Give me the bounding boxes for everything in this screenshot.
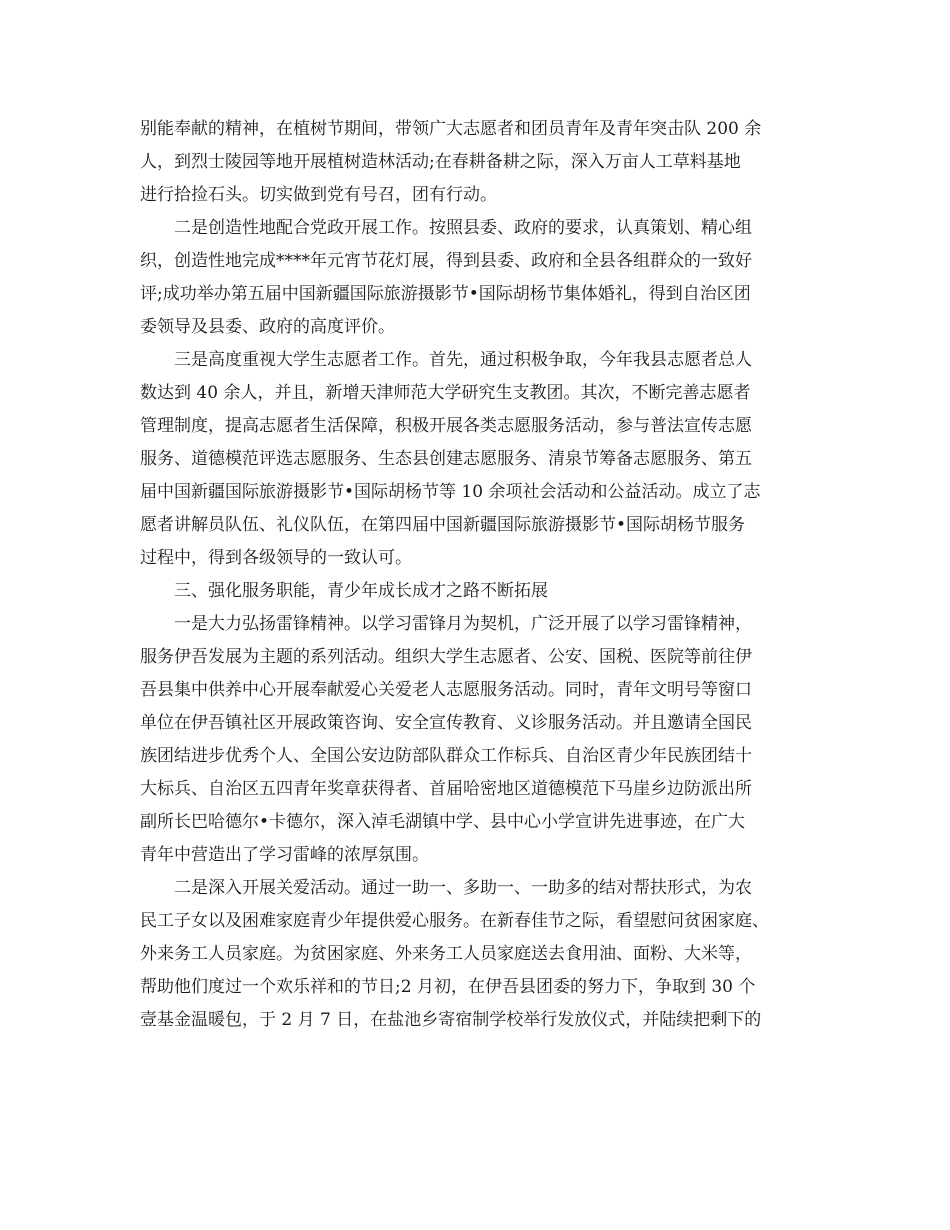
text-line: 大标兵、自治区五四青年奖章获得者、首届哈密地区道德模范下马崖乡边防派出所 [140,779,752,799]
text-line: 副所长巴哈德尔•卡德尔，深入淖毛湖镇中学、县中心小学宣讲先进事迹，在广大 [140,812,746,832]
text-line: 青年中营造出了学习雷峰的浓厚氛围。 [140,845,429,865]
text-line: 单位在伊吾镇社区开展政策咨询、安全宣传教育、义诊服务活动。并且邀请全国民 [140,713,752,733]
text-line: 壹基金温暖包，于 2 月 7 日，在盐池乡寄宿制学校举行发放仪式，并陆续把剩下的 [140,1010,762,1030]
text-line: 民工子女以及困难家庭青少年提供爱心服务。在新春佳节之际，看望慰问贫困家庭、 [140,911,769,931]
text-line: 服务、道德模范评选志愿服务、生态县创建志愿服务、清泉节筹备志愿服务、第五 [140,449,752,469]
text-line: 数达到 40 余人，并且，新增天津师范大学研究生支教团。其次，不断完善志愿者 [140,383,751,403]
document-body [140,113,820,1037]
text-line: 帮助他们度过一个欢乐祥和的节日;2 月初，在伊吾县团委的努力下，争取到 30 个 [140,977,756,997]
text-line: 外来务工人员家庭。为贫困家庭、外来务工人员家庭送去食用油、面粉、大米等， [140,944,752,964]
text-line: 二是创造性地配合党政开展工作。按照县委、政府的要求，认真策划、精心组 [174,218,752,238]
text-line: 二是深入开展关爱活动。通过一助一、多助一、一助多的结对帮扶形式，为农 [174,878,752,898]
text-line: 族团结进步优秀个人、全国公安边防部队群众工作标兵、自治区青少年民族团结十 [140,746,752,766]
text-line: 管理制度，提高志愿者生活保障，积极开展各类志愿服务活动，参与普法宣传志愿 [140,416,752,436]
text-line: 一是大力弘扬雷锋精神。以学习雷锋月为契机，广泛开展了以学习雷锋精神， [174,614,752,634]
text-line: 服务伊吾发展为主题的系列活动。组织大学生志愿者、公安、国税、医院等前往伊 [140,647,752,667]
text-line: 三、强化服务职能，青少年成长成才之路不断拓展 [174,581,548,601]
text-line: 吾县集中供养中心开展奉献爱心关爱老人志愿服务活动。同时，青年文明号等窗口 [140,680,752,700]
text-line: 委领导及县委、政府的高度评价。 [140,317,395,337]
text-line: 织，创造性地完成****年元宵节花灯展，得到县委、政府和全县各组群众的一致好 [140,251,752,271]
text-line: 届中国新疆国际旅游摄影节•国际胡杨节等 10 余项社会活动和公益活动。成立了志 [140,482,761,502]
text-line: 愿者讲解员队伍、礼仪队伍，在第四届中国新疆国际旅游摄影节•国际胡杨节服务 [140,515,746,535]
text-line: 进行拾捡石头。切实做到党有号召，团有行动。 [140,185,497,205]
text-line: 人，到烈士陵园等地开展植树造林活动;在春耕备耕之际，深入万亩人工草料基地 [140,152,741,172]
text-line: 评;成功举办第五届中国新疆国际旅游摄影节•国际胡杨节集体婚礼，得到自治区团 [140,284,751,304]
text-line: 过程中，得到各级领导的一致认可。 [140,548,412,568]
text-line: 别能奉献的精神，在植树节期间，带领广大志愿者和团员青年及青年突击队 200 余 [140,119,762,139]
text-line: 三是高度重视大学生志愿者工作。首先，通过积极争取，今年我县志愿者总人 [174,350,752,370]
